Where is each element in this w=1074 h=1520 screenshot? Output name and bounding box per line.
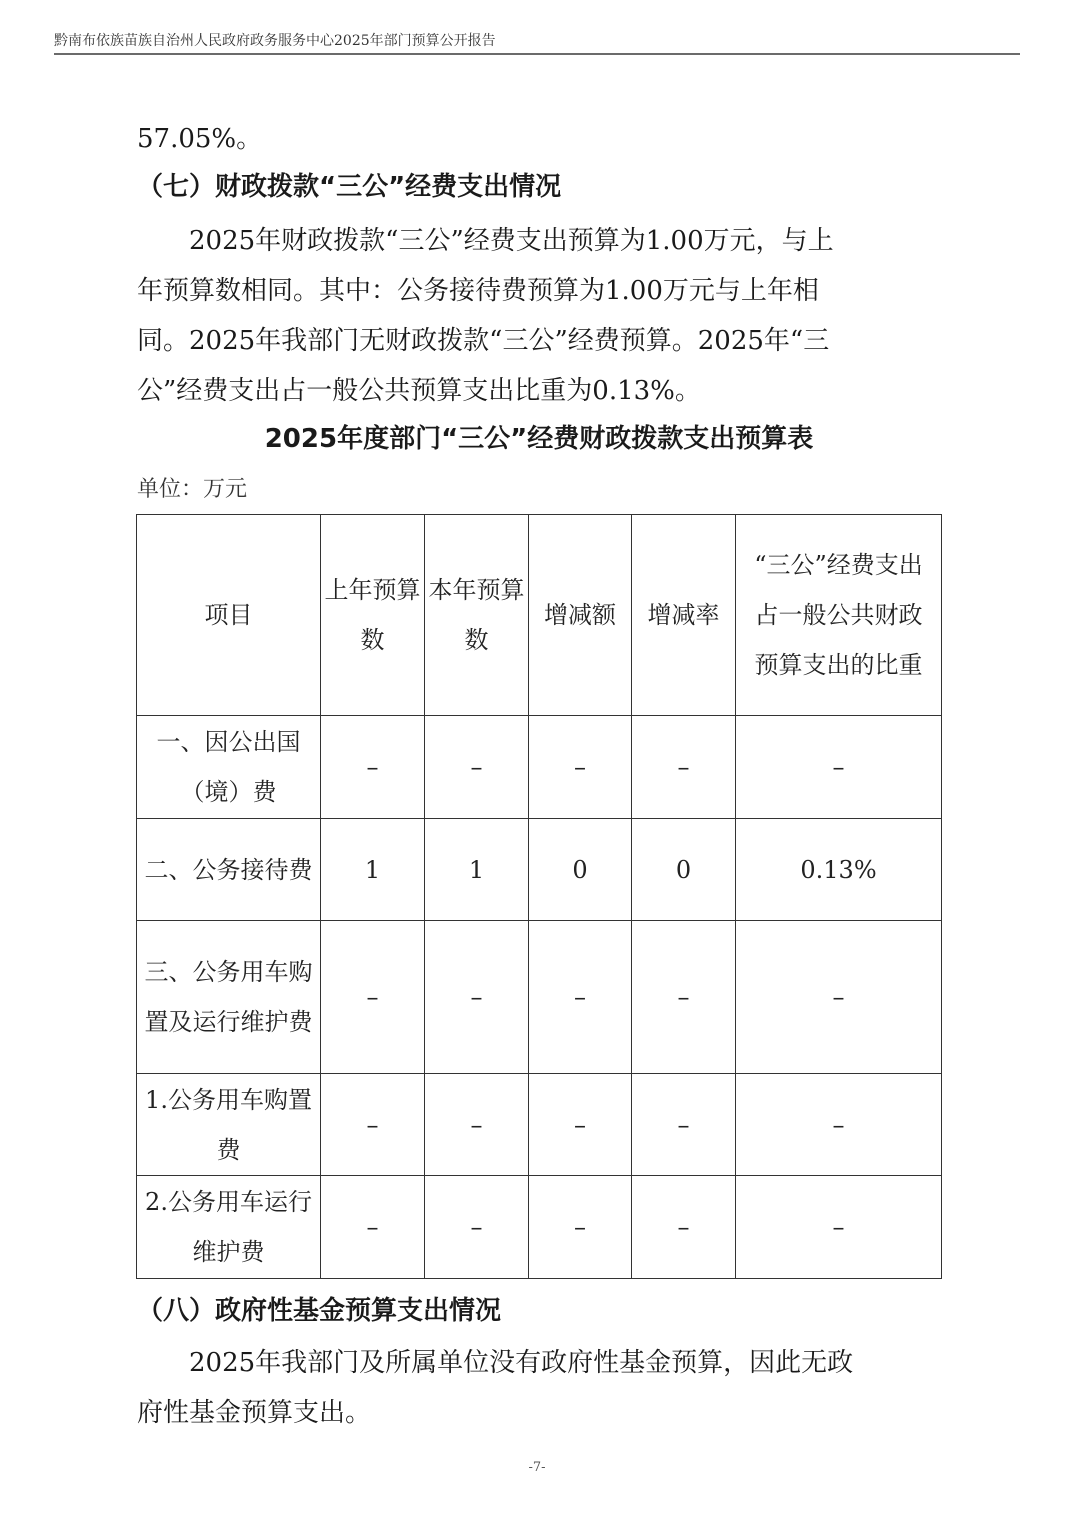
cell-rate: – bbox=[632, 716, 736, 819]
header-item: 项目 bbox=[137, 515, 321, 716]
table-row bbox=[137, 1176, 942, 1279]
header-change-rate: 增减率 bbox=[632, 515, 736, 716]
cell-item: 2.公务用车运行维护费 bbox=[137, 1176, 321, 1279]
cell-prev: 1 bbox=[321, 819, 425, 921]
cell-rate: – bbox=[632, 921, 736, 1074]
header-change-amount: 增减额 bbox=[529, 515, 632, 716]
section-8-heading: （八）政府性基金预算支出情况 bbox=[137, 1296, 502, 1326]
cell-item: 二、公务接待费 bbox=[137, 819, 321, 921]
section-7-paragraph-line: 同。2025年我部门无财政拨款“三公”经费预算。2025年“三 bbox=[137, 326, 830, 356]
cell-change: – bbox=[529, 1176, 632, 1279]
cell-curr: – bbox=[425, 1074, 529, 1176]
three-public-expenses-table bbox=[136, 514, 942, 1279]
cell-curr: – bbox=[425, 716, 529, 819]
cell-curr: – bbox=[425, 921, 529, 1074]
page-number: -7- bbox=[528, 1460, 546, 1475]
header-divider bbox=[54, 53, 1020, 55]
table-row bbox=[137, 716, 942, 819]
header-curr-budget: 本年预算数 bbox=[425, 515, 529, 716]
cell-rate: 0 bbox=[632, 819, 736, 921]
unit-label: 单位：万元 bbox=[137, 477, 248, 502]
cell-change: – bbox=[529, 1074, 632, 1176]
header-share: “三公”经费支出占一般公共财政预算支出的比重 bbox=[736, 515, 942, 716]
cell-item: 1.公务用车购置费 bbox=[137, 1074, 321, 1176]
cell-share: – bbox=[736, 1176, 942, 1279]
cell-change: 0 bbox=[529, 819, 632, 921]
cell-item: 三、公务用车购置及运行维护费 bbox=[137, 921, 321, 1074]
cell-share: – bbox=[736, 1074, 942, 1176]
table-row bbox=[137, 819, 942, 921]
cell-prev: – bbox=[321, 1074, 425, 1176]
cell-curr: – bbox=[425, 1176, 529, 1279]
cell-change: – bbox=[529, 716, 632, 819]
cell-rate: – bbox=[632, 1074, 736, 1176]
cell-change: – bbox=[529, 921, 632, 1074]
cell-prev: – bbox=[321, 1176, 425, 1279]
cell-prev: – bbox=[321, 716, 425, 819]
table-row bbox=[137, 921, 942, 1074]
cell-prev: – bbox=[321, 921, 425, 1074]
section-8-paragraph-line: 府性基金预算支出。 bbox=[137, 1398, 372, 1428]
carryover-text: 57.05%。 bbox=[137, 124, 263, 154]
section-8-paragraph-line: 2025年我部门及所属单位没有政府性基金预算，因此无政 bbox=[137, 1348, 854, 1378]
table-row bbox=[137, 1074, 942, 1176]
section-7-paragraph-line: 公”经费支出占一般公共预算支出比重为0.13%。 bbox=[137, 376, 701, 406]
cell-share: – bbox=[736, 716, 942, 819]
document-header: 黔南布依族苗族自治州人民政府政务服务中心2025年部门预算公开报告 bbox=[54, 33, 496, 49]
table-header-row bbox=[137, 515, 942, 716]
section-7-paragraph-line: 年预算数相同。其中：公务接待费预算为1.00万元与上年相 bbox=[137, 276, 819, 306]
section-7-heading: （七）财政拨款“三公”经费支出情况 bbox=[137, 172, 562, 202]
cell-share: 0.13% bbox=[736, 819, 942, 921]
cell-rate: – bbox=[632, 1176, 736, 1279]
cell-curr: 1 bbox=[425, 819, 529, 921]
cell-share: – bbox=[736, 921, 942, 1074]
table-title: 2025年度部门“三公”经费财政拨款支出预算表 bbox=[264, 424, 814, 454]
section-7-paragraph-line: 2025年财政拨款“三公”经费支出预算为1.00万元，与上 bbox=[137, 226, 834, 256]
header-prev-budget: 上年预算数 bbox=[321, 515, 425, 716]
cell-item: 一、因公出国（境）费 bbox=[137, 716, 321, 819]
